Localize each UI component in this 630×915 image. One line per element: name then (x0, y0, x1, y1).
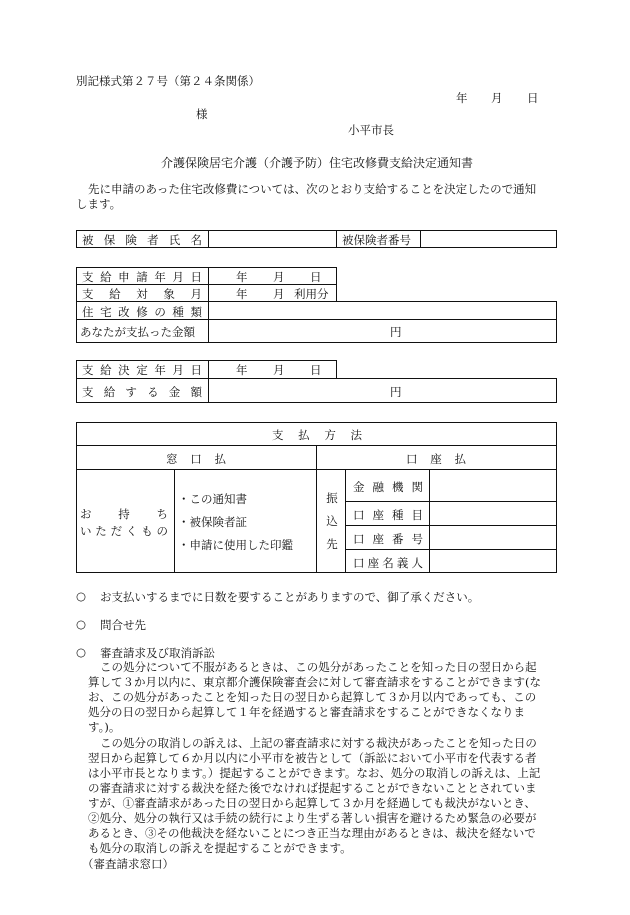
target-month-usage: 利用分 (294, 287, 329, 301)
note-payment-delay: お支払いするまでに日数を要することがありますので、御了承ください。 (100, 590, 480, 604)
apply-date-month: 月 (273, 270, 285, 284)
appeal-paragraph-2 (76, 736, 540, 856)
counter-payment-label: 窓 口 払 (166, 452, 226, 466)
bring-items-label-1: お 持 ち (80, 507, 168, 521)
appeal-paragraph-1 (76, 660, 541, 735)
note-contact: 問合せ先 (100, 618, 146, 632)
decision-date-label: 支 給 決 定 年 月 日 (82, 363, 202, 377)
date-month-label: 月 (491, 91, 503, 105)
appeal-line: は小平市長となります。）提起することができます。なお、処分の取消しの訴えは、上記 (88, 766, 541, 780)
appeal-line: す。)。 (88, 720, 121, 734)
apply-date-day: 日 (310, 270, 322, 284)
appeal-window-label: （審査請求窓口） (82, 857, 174, 871)
decision-date-year: 年 (236, 363, 248, 377)
appeal-line: あるとき、③その他裁決を経ないことにつき正当な理由があるときは、裁決を経ないで (88, 826, 536, 840)
renovation-type-label: 住 宅 改 修 の 種 類 (82, 305, 202, 319)
payment-method-title: 支 払 方 法 (272, 428, 362, 442)
date-day-label: 日 (527, 91, 539, 105)
apply-date-year: 年 (236, 270, 248, 284)
payment-amount-label: 支 給 す る 金 額 (82, 385, 202, 399)
target-month-month: 月 (273, 287, 285, 301)
insured-name-label: 被 保 険 者 氏 名 (82, 233, 202, 247)
intro-line: 先に申請のあった住宅改修費については、次のとおり支給することを決定したので通知 (88, 182, 537, 196)
payment-amount-yen: 円 (390, 385, 402, 399)
intro-line: します。 (76, 197, 122, 211)
transfer-destination-label: 振込先 (326, 491, 338, 551)
target-month-year: 年 (236, 287, 248, 301)
document-title: 介護保険居宅介護（介護予防）住宅改修費支給決定通知書 (161, 156, 474, 170)
bring-item: ・申請に使用した印鑑 (178, 538, 293, 552)
appeal-line: 算して３か月以内に、東京都介護保険審査会に対して審査請求をすることができます(な (88, 675, 541, 689)
decision-date-month: 月 (273, 363, 285, 377)
insured-number-label: 被保険者番号 (342, 233, 411, 247)
appeal-line: この処分について不服があるときは、この処分があったことを知った日の翌日から起 (100, 660, 537, 674)
note-appeal-title: 審査請求及び取消訴訟 (100, 646, 215, 660)
recipient-suffix: 様 (196, 107, 208, 121)
appeal-line: も処分の取消しの訴えを提起することができます。 (88, 841, 352, 855)
appeal-line: 処分の日の翌日から起算して１年を経過すると審査請求をすることができなくなりま (88, 705, 525, 719)
appeal-line: の審査請求に対する裁決を経た後でなければ提起することができないこととされていま (88, 781, 537, 795)
apply-date-label: 支 給 申 請 年 月 日 (82, 270, 202, 284)
bring-item: ・この通知書 (178, 492, 247, 506)
appeal-line: この処分の取消しの訴えは、上記の審査請求に対する裁決があったことを知った日の (100, 736, 537, 750)
account-payment-label: 口 座 払 (406, 452, 466, 466)
form-number: 別記様式第２７号（第２４条関係） (76, 74, 260, 88)
note-circle: ○ (76, 645, 87, 659)
appeal-line: 翌日から起算して６か月以内に小平市を被告として（訴訟において小平市を代表する者 (88, 751, 537, 765)
bank-name-label: 金 融 機 関 (353, 480, 423, 494)
appeal-line: すが、①審査請求があった日の翌日から起算して３か月を経過しても裁決がないとき、 (88, 796, 536, 810)
decision-date-day: 日 (310, 363, 322, 377)
issuer-name: 小平市長 (348, 123, 394, 137)
appeal-line: ②処分、処分の執行又は手続の続行により生ずる著しい損害を避けるため緊急の必要が (88, 811, 537, 825)
note-circle: ○ (76, 617, 87, 631)
bring-item: ・被保険者証 (178, 515, 247, 529)
date-year-label: 年 (456, 91, 468, 105)
note-circle: ○ (76, 589, 87, 603)
target-month-label: 支 給 対 象 月 (82, 287, 202, 301)
paid-amount-label: あなたが支払った金額 (80, 325, 195, 339)
account-type-label: 口 座 種 目 (353, 508, 423, 522)
account-number-label: 口 座 番 号 (353, 532, 423, 546)
appeal-line: お、この処分があったことを知った日の翌日から起算して３か月以内であっても、この (88, 690, 537, 704)
bring-items-label-2: い た だ く も の (80, 524, 168, 538)
paid-amount-yen: 円 (390, 325, 402, 339)
account-holder-label: 口 座 名 義 人 (353, 556, 423, 570)
